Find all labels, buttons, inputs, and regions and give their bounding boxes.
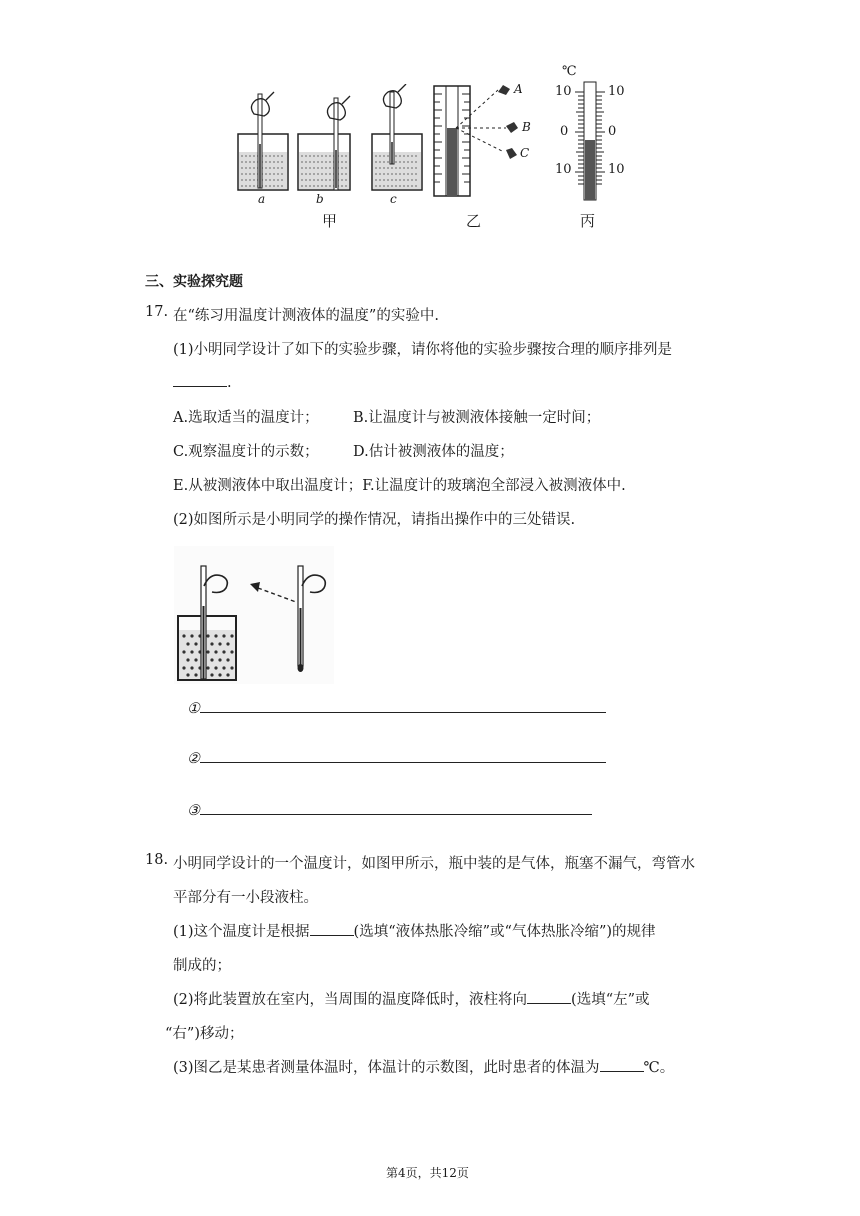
q17-answer-1-blank[interactable] bbox=[200, 698, 606, 713]
q17-option-b: B.让温度计与被测液体接触一定时间； bbox=[353, 410, 601, 426]
caption-jia: 甲 bbox=[322, 212, 338, 230]
q17-answer-1 bbox=[187, 698, 606, 717]
q17-option-e: E.从被测液体中取出温度计； bbox=[173, 478, 363, 494]
q18-part2-line1 bbox=[173, 988, 650, 1009]
q17-part1-line2 bbox=[173, 372, 232, 391]
q18-part3-blank[interactable] bbox=[600, 1057, 644, 1072]
scale-tick-left-mid: 0 bbox=[560, 124, 569, 139]
q17-answer-3-marker: ③ bbox=[187, 803, 200, 819]
q18-part1-b: (选填“液体热胀冷缩”或“气体热胀冷缩”)的规律 bbox=[353, 924, 656, 940]
thermometer-reading-figure bbox=[428, 76, 548, 200]
q18-part1-a: (1)这个温度计是根据 bbox=[173, 924, 310, 940]
eye-label-a: A bbox=[514, 82, 523, 96]
q17-answer-2-marker: ② bbox=[187, 751, 200, 767]
q17-answer-2-blank[interactable] bbox=[200, 748, 606, 763]
q18-part1-line1 bbox=[173, 920, 656, 941]
q17-part1-line1: (1)小明同学设计了如下的实验步骤，请你将他的实验步骤按合理的顺序排列是 bbox=[173, 342, 673, 358]
label-c: c bbox=[390, 192, 397, 206]
scale-tick-left-bottom: 10 bbox=[555, 162, 572, 177]
beaker-figure-c bbox=[366, 84, 428, 194]
q18-part2-blank[interactable] bbox=[527, 989, 571, 1004]
eye-label-c: C bbox=[520, 146, 530, 160]
q17-order-blank[interactable] bbox=[173, 372, 227, 387]
section-title: 三、实验探究题 bbox=[145, 274, 243, 290]
q17-answer-3 bbox=[187, 800, 592, 819]
q18-part3 bbox=[173, 1056, 674, 1077]
label-a: a bbox=[258, 192, 266, 206]
q17-answer-1-marker: ① bbox=[187, 701, 200, 717]
operation-figure bbox=[174, 546, 334, 684]
caption-bing: 丙 bbox=[580, 212, 596, 230]
scale-tick-right-mid: 0 bbox=[608, 124, 617, 139]
beaker-figure-a bbox=[232, 84, 294, 194]
eye-label-b: B bbox=[522, 120, 531, 134]
scale-thermometer-figure bbox=[575, 78, 605, 202]
q18-part3-b: ℃。 bbox=[643, 1060, 675, 1076]
q18-number: 18. bbox=[145, 852, 169, 868]
q17-option-e-f bbox=[173, 474, 626, 495]
q17-stem: 在“练习用温度计测液体的温度”的实验中. bbox=[173, 308, 439, 324]
q18-part3-a: (3)图乙是某患者测量体温时，体温计的示数图，此时患者的体温为 bbox=[173, 1060, 600, 1076]
q18-part2-line2: “右”)移动； bbox=[165, 1026, 244, 1042]
scale-tick-left-top: 10 bbox=[555, 84, 572, 99]
scale-unit: ℃ bbox=[562, 64, 577, 79]
q18-part2-b: (选填“左”或 bbox=[571, 992, 650, 1008]
q18-part1-blank[interactable] bbox=[310, 921, 354, 936]
q18-stem-line1: 小明同学设计的一个温度计，如图甲所示，瓶中装的是气体，瓶塞不漏气，弯管水 bbox=[173, 856, 695, 872]
label-b: b bbox=[316, 192, 324, 206]
scale-tick-right-bottom: 10 bbox=[608, 162, 625, 177]
q17-option-a: A.选取适当的温度计； bbox=[173, 410, 319, 426]
caption-yi: 乙 bbox=[466, 212, 482, 230]
page-footer: 第4页，共12页 bbox=[386, 1166, 469, 1180]
scale-tick-right-top: 10 bbox=[608, 84, 625, 99]
q17-answer-3-blank[interactable] bbox=[200, 800, 592, 815]
q17-option-d: D.估计被测液体的温度； bbox=[353, 444, 514, 460]
q18-stem-line2: 平部分有一小段液柱。 bbox=[173, 890, 318, 906]
q17-option-c: C.观察温度计的示数； bbox=[173, 444, 319, 460]
q17-part1-line2-end: . bbox=[227, 375, 232, 391]
q18-part2-a: (2)将此装置放在室内，当周围的温度降低时，液柱将向 bbox=[173, 992, 528, 1008]
q18-part1-line2: 制成的； bbox=[173, 958, 231, 974]
q17-number: 17. bbox=[145, 304, 169, 320]
q17-option-f: F.让温度计的玻璃泡全部浸入被测液体中. bbox=[362, 478, 626, 494]
q17-answer-2 bbox=[187, 748, 606, 767]
q17-part2: (2)如图所示是小明同学的操作情况，请指出操作中的三处错误. bbox=[173, 512, 576, 528]
beaker-figure-b bbox=[294, 84, 356, 194]
